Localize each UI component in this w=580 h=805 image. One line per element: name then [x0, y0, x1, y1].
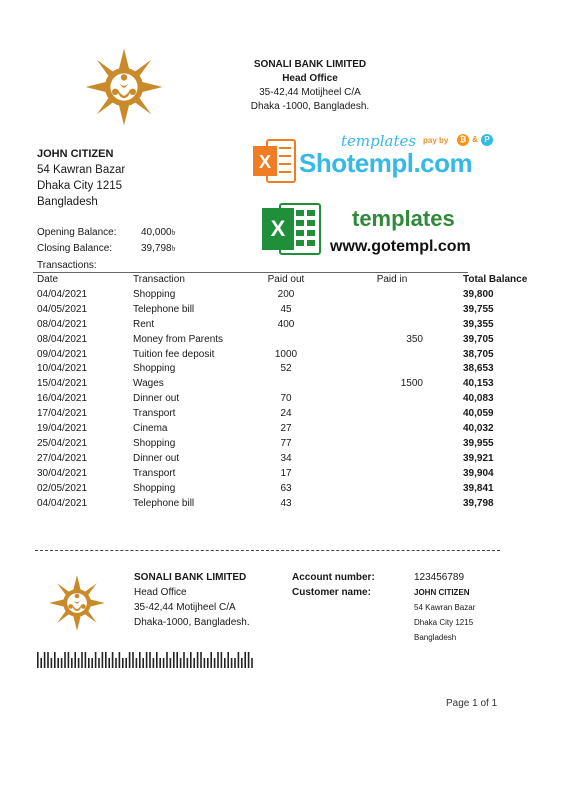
barcode-bar	[68, 652, 70, 668]
row-date: 08/04/2021	[37, 318, 88, 330]
barcode-bar	[159, 658, 161, 668]
table-row	[37, 362, 553, 377]
barcode-icon	[37, 652, 257, 668]
customer-address	[37, 146, 125, 210]
table-row	[37, 318, 553, 333]
watermark-shotempl	[253, 130, 503, 188]
row-paid-in: 350	[406, 333, 423, 345]
barcode-bar	[44, 652, 46, 668]
closing-balance	[37, 243, 176, 256]
row-date: 30/04/2021	[37, 467, 88, 479]
row-paid-in	[321, 288, 463, 303]
row-transaction: Shopping	[133, 437, 176, 449]
row-total-balance: 39,355	[463, 318, 494, 330]
row-total-balance: 39,798	[463, 497, 494, 509]
barcode-bar	[51, 658, 53, 668]
barcode-bar	[173, 652, 175, 668]
barcode-bar	[74, 652, 76, 668]
header-date: Date	[37, 274, 59, 285]
header-paid-in: Paid in	[376, 274, 408, 285]
bank-header	[220, 58, 400, 114]
account-number-value: 123456789	[414, 572, 465, 583]
barcode-bar	[98, 658, 100, 668]
row-total-balance: 39,955	[463, 437, 494, 449]
row-paid-out: 400	[277, 318, 295, 330]
barcode-bar	[217, 652, 219, 668]
row-paid-out: 27	[280, 423, 292, 435]
row-total-balance: 39,705	[463, 333, 494, 345]
barcode-bar	[163, 658, 165, 668]
table-row	[37, 303, 553, 318]
barcode-bar	[238, 652, 240, 668]
row-transaction: Telephone bill	[133, 497, 195, 509]
barcode-bar	[176, 652, 178, 668]
table-row	[37, 467, 553, 482]
row-total-balance: 39,800	[463, 288, 494, 300]
row-paid-in	[321, 348, 463, 363]
barcode-bar	[91, 658, 93, 668]
barcode-bar	[61, 658, 63, 668]
watermark-pay-by: pay by	[423, 136, 449, 145]
barcode-bar	[37, 652, 39, 668]
watermark-site-shotempl: Shotempl.com	[299, 148, 473, 178]
row-total-balance: 39,904	[463, 467, 494, 479]
row-paid-in: 1500	[400, 378, 423, 390]
table-row	[37, 482, 553, 497]
row-paid-out: 45	[280, 303, 292, 315]
bitcoin-icon: ₿	[457, 134, 469, 146]
watermark-templates-script: templates	[341, 132, 417, 150]
footer-bank-info	[134, 570, 250, 630]
row-paid-in	[321, 303, 463, 318]
row-date: 19/04/2021	[37, 423, 88, 435]
customer-line2: Dhaka City 1215	[37, 180, 123, 192]
footer-customer-line2: Dhaka City 1215	[414, 618, 474, 627]
closing-balance-label: Closing Balance:	[37, 243, 113, 254]
bank-address-line2: Dhaka -1000, Bangladesh.	[250, 101, 370, 112]
row-total-balance: 40,153	[463, 378, 494, 390]
barcode-bar	[156, 652, 158, 668]
row-paid-out: 1000	[274, 348, 298, 360]
page-number: Page 1 of 1	[446, 698, 498, 709]
barcode-bar	[197, 652, 199, 668]
barcode-bar	[180, 658, 182, 668]
row-paid-in	[321, 422, 463, 437]
row-paid-in	[321, 318, 463, 333]
header-transaction: Transaction	[133, 274, 185, 285]
customer-line3: Bangladesh	[37, 196, 98, 208]
row-paid-in	[321, 407, 463, 422]
row-date: 17/04/2021	[37, 408, 88, 420]
account-number-label: Account number:	[292, 572, 375, 583]
barcode-bar	[210, 652, 212, 668]
barcode-bar	[95, 652, 97, 668]
table-row	[37, 288, 553, 303]
footer-customer-line3: Bangladesh	[414, 633, 457, 642]
row-date: 04/04/2021	[37, 497, 88, 509]
barcode-bar	[190, 652, 192, 668]
excel-green-icon	[262, 202, 322, 256]
barcode-bar	[85, 652, 87, 668]
row-date: 02/05/2021	[37, 482, 88, 494]
row-date: 27/04/2021	[37, 452, 88, 464]
barcode-bar	[57, 658, 59, 668]
row-paid-out: 77	[280, 437, 292, 449]
watermark-templates: templates	[352, 206, 455, 231]
row-date: 04/04/2021	[37, 288, 88, 300]
table-row	[37, 348, 553, 363]
row-paid-out: 52	[280, 363, 292, 375]
row-total-balance: 40,032	[463, 423, 494, 435]
footer-bank-address-line1: 35-42,44 Motijheel C/A	[134, 602, 236, 613]
barcode-bar	[40, 658, 42, 668]
row-transaction: Dinner out	[133, 452, 180, 464]
customer-name-label: Customer name:	[292, 587, 371, 598]
opening-balance	[37, 227, 176, 240]
row-transaction: Transport	[133, 467, 176, 479]
row-date: 16/04/2021	[37, 393, 88, 405]
row-transaction: Rent	[133, 318, 155, 330]
barcode-bar	[47, 652, 49, 668]
barcode-bar	[105, 652, 107, 668]
barcode-bar	[125, 658, 127, 668]
barcode-bar	[241, 658, 243, 668]
barcode-bar	[71, 658, 73, 668]
customer-name: JOHN CITIZEN	[37, 148, 114, 160]
barcode-bar	[129, 652, 131, 668]
barcode-bar	[81, 652, 83, 668]
footer-customer-line1: 54 Kawran Bazar	[414, 603, 476, 612]
watermark-gotempl	[262, 200, 502, 260]
barcode-bar	[64, 652, 66, 668]
currency-sign: ৳	[171, 244, 176, 253]
row-transaction: Wages	[133, 378, 164, 390]
bank-office: Head Office	[282, 73, 338, 84]
row-paid-out: 43	[280, 497, 292, 509]
footer-bank-office: Head Office	[134, 587, 187, 598]
barcode-bar	[153, 658, 155, 668]
row-transaction: Money from Parents	[133, 333, 224, 345]
barcode-bar	[108, 658, 110, 668]
barcode-bar	[166, 652, 168, 668]
footer-divider	[35, 550, 500, 551]
row-paid-in	[321, 392, 463, 407]
footer-bank-logo-icon	[48, 574, 106, 632]
barcode-bar	[234, 658, 236, 668]
table-row	[37, 392, 553, 407]
row-paid-in	[321, 452, 463, 467]
barcode-bar	[183, 652, 185, 668]
row-transaction: Dinner out	[133, 393, 180, 405]
row-paid-in	[321, 497, 463, 512]
barcode-bar	[146, 652, 148, 668]
barcode-bar	[200, 652, 202, 668]
row-date: 25/04/2021	[37, 437, 88, 449]
header-total-balance: Total Balance	[463, 274, 528, 285]
header-paid-out: Paid out	[267, 274, 305, 285]
svg-text:X: X	[258, 152, 272, 172]
barcode-bar	[193, 658, 195, 668]
row-paid-in	[321, 467, 463, 482]
row-date: 10/04/2021	[37, 363, 88, 375]
row-paid-in	[321, 437, 463, 452]
barcode-bar	[221, 652, 223, 668]
barcode-bar	[88, 658, 90, 668]
row-date: 09/04/2021	[37, 348, 88, 360]
row-total-balance: 38,653	[463, 363, 494, 375]
row-paid-out	[251, 333, 321, 348]
currency-sign: ৳	[171, 228, 176, 237]
table-row	[37, 333, 553, 348]
row-total-balance: 39,755	[463, 303, 494, 315]
barcode-bar	[142, 658, 144, 668]
barcode-bar	[170, 658, 172, 668]
barcode-bar	[54, 652, 56, 668]
row-total-balance: 39,841	[463, 482, 494, 494]
excel-orange-icon	[253, 138, 297, 184]
table-row	[37, 497, 553, 512]
row-transaction: Cinema	[133, 423, 168, 435]
barcode-bar	[187, 658, 189, 668]
barcode-bar	[251, 658, 253, 668]
table-row	[37, 377, 553, 392]
barcode-bar	[231, 658, 233, 668]
row-paid-out: 200	[277, 288, 295, 300]
row-total-balance: 39,921	[463, 452, 494, 464]
row-total-balance: 40,059	[463, 408, 494, 420]
table-row	[37, 407, 553, 422]
row-paid-out: 34	[280, 452, 292, 464]
table-row	[37, 437, 553, 452]
row-transaction: Shopping	[133, 363, 176, 375]
footer-bank-name: SONALI BANK LIMITED	[134, 572, 247, 583]
table-row	[37, 422, 553, 437]
row-paid-out: 24	[280, 408, 292, 420]
row-transaction: Tuition fee deposit	[133, 348, 215, 360]
svg-text:X: X	[270, 216, 286, 241]
barcode-bar	[102, 652, 104, 668]
opening-balance-value: 40,000	[141, 227, 172, 238]
bank-address-line1: 35-42,44 Motijheel C/A	[259, 87, 361, 98]
barcode-bar	[139, 652, 141, 668]
barcode-bar	[204, 658, 206, 668]
barcode-bar	[115, 658, 117, 668]
barcode-bar	[149, 652, 151, 668]
row-paid-out: 17	[280, 467, 292, 479]
closing-balance-value: 39,798	[141, 243, 172, 254]
barcode-bar	[224, 658, 226, 668]
barcode-bar	[207, 658, 209, 668]
row-paid-in	[321, 482, 463, 497]
row-transaction: Shopping	[133, 288, 176, 300]
row-paid-out	[251, 377, 321, 392]
barcode-bar	[122, 658, 124, 668]
row-date: 15/04/2021	[37, 378, 88, 390]
barcode-bar	[227, 652, 229, 668]
footer-bank-address-line2: Dhaka-1000, Bangladesh.	[134, 617, 250, 628]
barcode-bar	[244, 652, 246, 668]
row-transaction: Transport	[133, 408, 176, 420]
transactions-title: Transactions:	[37, 260, 97, 271]
ampersand-icon: &	[472, 135, 478, 144]
barcode-bar	[248, 652, 250, 668]
account-values	[414, 570, 475, 645]
row-total-balance: 38,705	[463, 348, 494, 360]
bank-logo-icon	[84, 47, 164, 127]
row-transaction: Shopping	[133, 482, 176, 494]
row-paid-out: 63	[280, 482, 292, 494]
barcode-bar	[119, 652, 121, 668]
row-total-balance: 40,083	[463, 393, 494, 405]
table-header-row	[37, 273, 553, 288]
row-transaction: Telephone bill	[133, 303, 195, 315]
footer-customer-name: JOHN CITIZEN	[414, 588, 470, 597]
row-paid-in	[321, 362, 463, 377]
watermark-site-gotempl: www.gotempl.com	[330, 238, 471, 255]
row-paid-out: 70	[280, 393, 292, 405]
account-labels	[292, 570, 375, 600]
barcode-bar	[214, 658, 216, 668]
bank-name: SONALI BANK LIMITED	[253, 59, 367, 70]
barcode-bar	[132, 652, 134, 668]
table-row	[37, 452, 553, 467]
row-date: 04/05/2021	[37, 303, 88, 315]
barcode-bar	[136, 658, 138, 668]
barcode-bar	[78, 658, 80, 668]
paypal-icon: P	[481, 134, 493, 146]
row-date: 08/04/2021	[37, 333, 88, 345]
customer-line1: 54 Kawran Bazar	[37, 164, 126, 176]
barcode-bar	[112, 652, 114, 668]
transactions-table	[37, 273, 553, 512]
opening-balance-label: Opening Balance:	[37, 227, 117, 238]
